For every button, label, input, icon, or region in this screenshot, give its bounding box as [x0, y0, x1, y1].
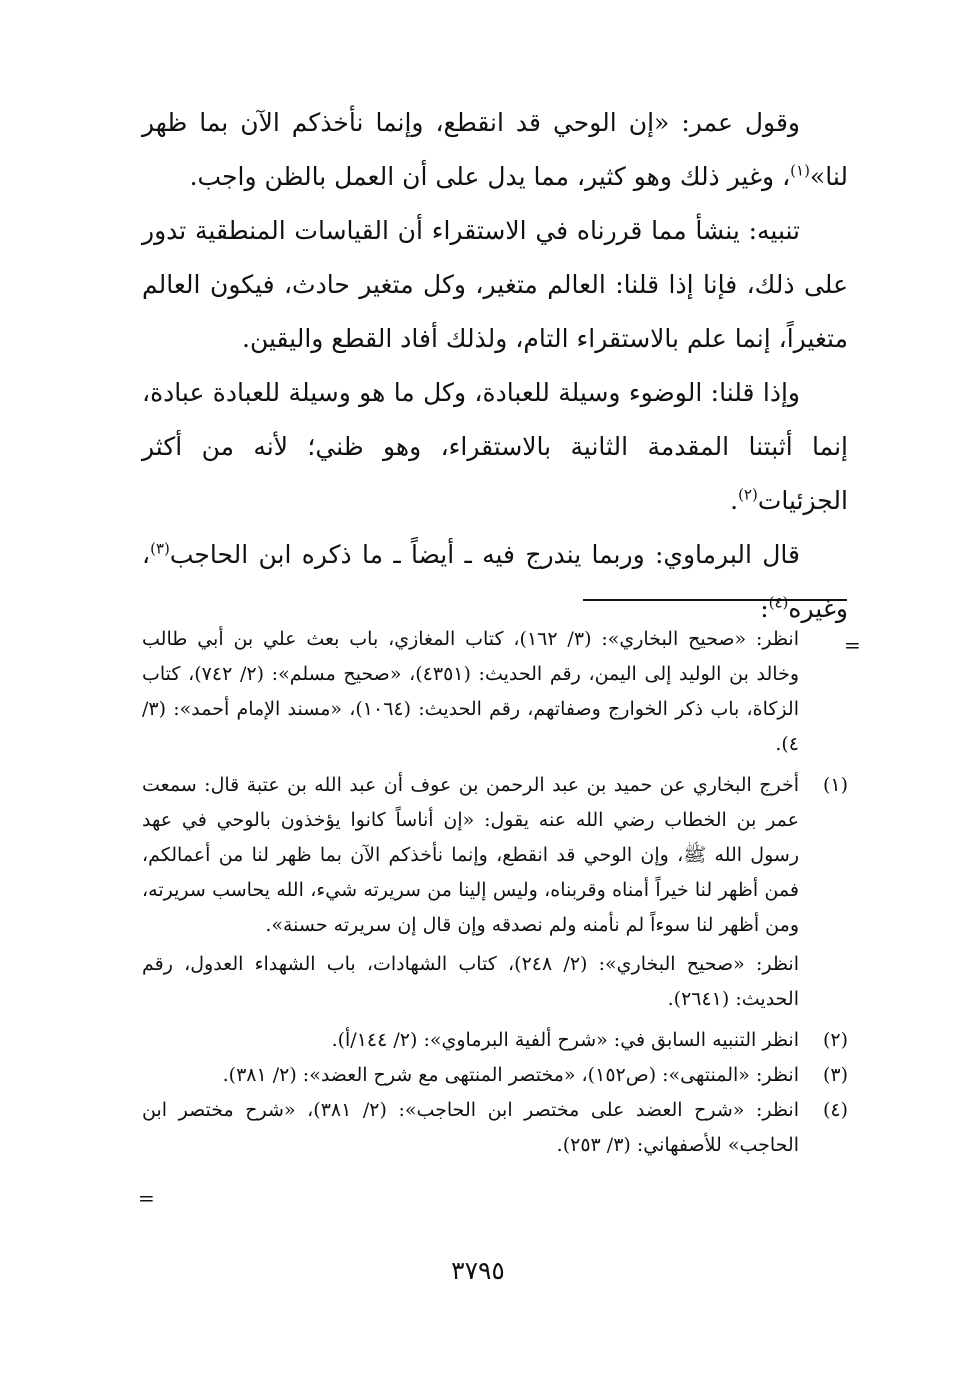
footnote-1	[142, 768, 848, 1017]
footnote-source: انظر: «صحيح البخاري»: (٢/ ٢٤٨)، كتاب الشهادات، باب الشهداء العدول، رقم الحديث: (٢٦٤١).	[142, 953, 799, 1010]
footnote-separator	[583, 599, 847, 601]
footnote-number: (٢)	[822, 1029, 848, 1051]
footnote-ref[interactable]: (١)	[790, 161, 810, 180]
paragraph-text: قال البرماوي: وربما يندرج فيه ـ أيضاً ـ ما ذكره ابن الحاجب	[169, 540, 800, 569]
footnote-text: أخرج البخاري عن حميد بن عبد الرحمن بن عوف أن عبد الله بن عتبة قال: سمعت عمر بن الخطاب رضي الله عنه يقول: «إن أناساً كانوا يؤخذون بالوحي في عهد رسول الله ﷺ، وإن الوحي قد انقطع، وإنما نأخذكم الآن بما ظهر لنا من أعمالكم، فمن أظهر لنا خيراً أمناه وقربناه، وليس إلينا من سريرته شيء، الله يحاسب سريرته، ومن أظهر لنا سوءاً لم نأمنه ولم نصدقه وإن قال إن سريرته حسنة».	[142, 774, 799, 936]
paragraph-umar-quote	[142, 96, 848, 204]
page-number: ٣٧٩٥	[451, 1256, 505, 1285]
paragraph-barmawi	[142, 528, 848, 636]
main-text	[142, 96, 848, 636]
footnote-3	[142, 1058, 848, 1093]
paragraph-tanbih	[142, 204, 848, 366]
continuation-mark: =	[138, 1186, 155, 1210]
footnote-number: (٣)	[822, 1064, 848, 1086]
footnotes	[142, 622, 848, 1163]
paragraph-text: وإذا قلنا: الوضوء وسيلة للعبادة، وكل ما هو وسيلة للعبادة عبادة، إنما أثبتنا المقدمة الثانية بالاستقراء، وهو ظني؛ لأنه من أكثر الجزئيات	[142, 378, 848, 515]
footnote-text: انظر التنبيه السابق في: «شرح ألفية البرماوي»: (٢/ ١٤٤/أ).	[331, 1029, 799, 1051]
footnote-ref[interactable]: (٢)	[738, 485, 758, 504]
footnote-continuation	[142, 622, 848, 762]
footnote-4	[142, 1093, 848, 1163]
paragraph-text: تنبيه: ينشأ مما قررناه في الاستقراء أن القياسات المنطقية تدور على ذلك، فإنا إذا قلنا: العالم متغير، وكل متغير حادث، فيكون العالم متغيراً، إنما علم بالاستقراء التام، ولذلك أفاد القطع واليقين.	[142, 216, 848, 353]
paragraph-text: ، وغير ذلك وهو كثير، مما يدل على أن العمل بالظن واجب.	[189, 162, 791, 191]
footnote-number: (١)	[822, 774, 848, 796]
footnote-text: انظر: «شرح العضد على مختصر ابن الحاجب»: (٢/ ٣٨١)، «شرح مختصر ابن الحاجب» للأصفهاني: (٣/ ٢٥٣).	[142, 1099, 800, 1156]
paragraph-wudu	[142, 366, 848, 528]
paragraph-text: ، وغيره	[142, 540, 848, 623]
footnote-2	[142, 1023, 848, 1058]
paragraph-text: .	[730, 486, 739, 515]
footnote-ref[interactable]: (٤)	[768, 593, 789, 612]
paragraph-text: وقول عمر: «إن الوحي قد انقطع، وإنما نأخذكم الآن بما ظهر لنا»	[142, 108, 848, 191]
footnote-text: انظر: «صحيح البخاري»: (٣/ ١٦٢)، كتاب المغازي، باب بعث علي بن أبي طالب وخالد بن الوليد إلى اليمن، رقم الحديث: (٤٣٥١)، «صحيح مسلم»: (٢/ ٧٤٢)، كتاب الزكاة، باب ذكر الخوارج وصفاتهم، رقم الحديث: (١٠٦٤)، «مسند الإمام أحمد»: (٣/ ٤).	[142, 628, 799, 755]
footnote-text: انظر: «المنتهى»: (ص١٥٢)، «مختصر المنتهى مع شرح العضد»: (٢/ ٣٨١).	[222, 1064, 799, 1086]
paragraph-text: :	[760, 594, 769, 623]
footnote-ref[interactable]: (٣)	[150, 539, 170, 558]
footnote-number: (٤)	[822, 1099, 848, 1121]
continuation-mark: =	[844, 633, 861, 657]
